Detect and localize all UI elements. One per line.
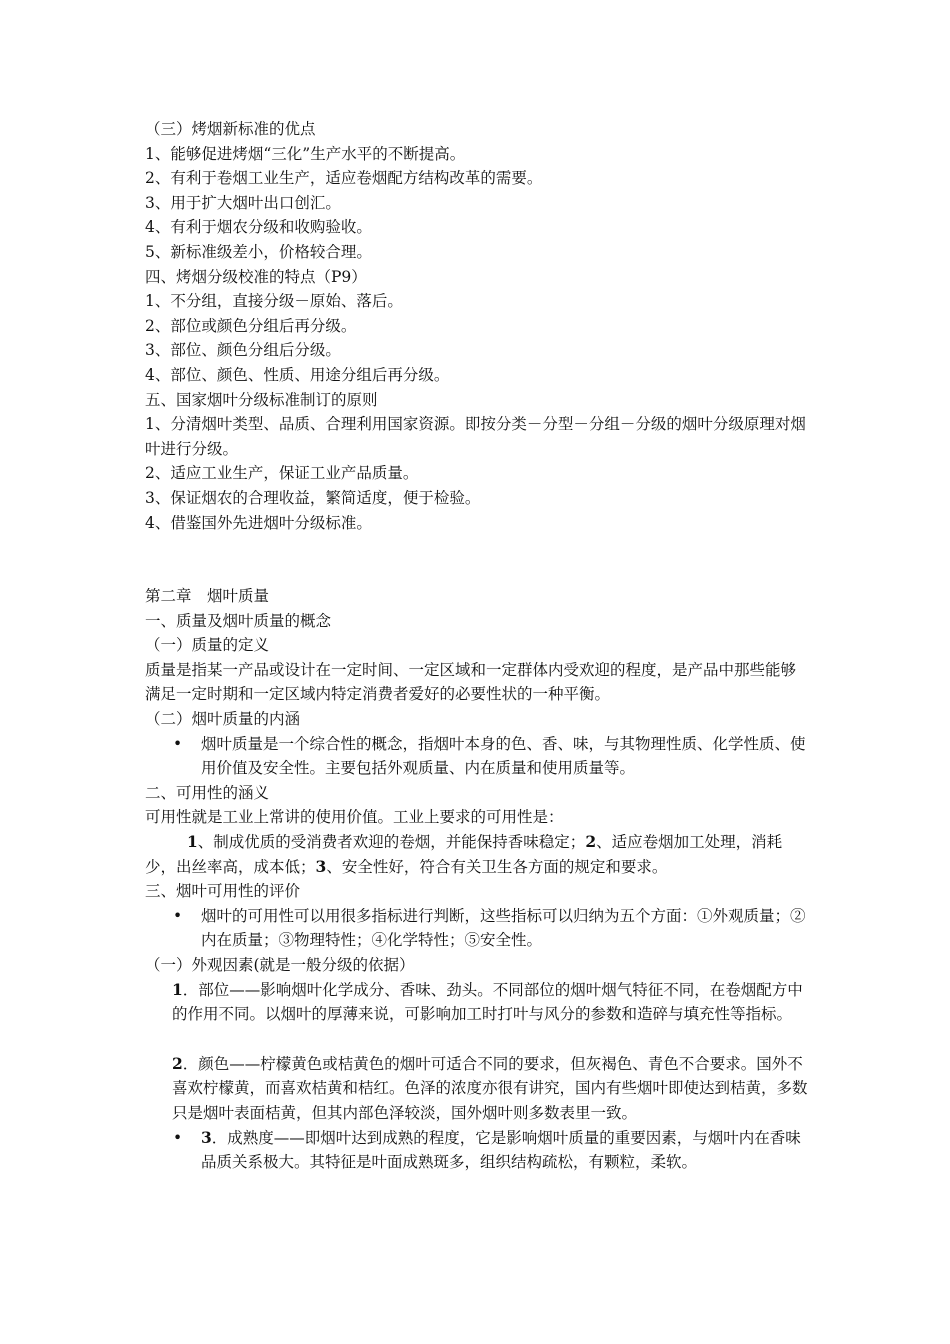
paragraph-text: 、制成优质的受消费者欢迎的卷烟，并能保持香味稳定； <box>197 833 586 852</box>
section-heading: 五、国家烟叶分级标准制订的原则 <box>145 390 378 409</box>
list-item: 4、部位、颜色、性质、用途分组后再分级。 <box>145 365 450 384</box>
factor-item <box>145 978 810 1027</box>
number-label: 3 <box>201 1127 212 1147</box>
section-heading: （三）烤烟新标准的优点 <box>145 120 316 138</box>
subsection-heading: （一）外观因素(就是一般分级的依据） <box>145 956 415 974</box>
factor-text: ．颜色——柠檬黄色或桔黄色的烟叶可适合不同的要求，但灰褐色、青色不合要求。国外不喜欢柠檬黄，而喜欢桔黄和桔红。色泽的浓度亦很有讲究，国内有些烟叶即使达到桔黄，多数只是烟叶表面桔黄，但其内部色泽较淡，国外烟叶则多数表里一致。 <box>172 1054 808 1122</box>
paragraph-requirements <box>145 830 810 879</box>
number-label: 1 <box>187 832 198 852</box>
document-body <box>145 117 810 1175</box>
factor-text: ．部位——影响烟叶化学成分、香味、劲头。不同部位的烟叶烟气特征不同，在卷烟配方中的作用不同。以烟叶的厚薄来说，可影响加工时打叶与风分的参数和造碎与填充性等指标。 <box>172 980 803 1024</box>
list-item: 3、用于扩大烟叶出口创汇。 <box>145 193 341 212</box>
number-label: 2 <box>172 1053 183 1073</box>
list-item: 4、借鉴国外先进烟叶分级标准。 <box>145 513 372 532</box>
list-item: 2、有利于卷烟工业生产，适应卷烟配方结构改革的需要。 <box>145 169 543 188</box>
number-label: 3 <box>315 856 327 876</box>
bullet-text: • 烟叶的可用性可以用很多指标进行判断，这些指标可以归纳为五个方面：①外观质量；②内在质量；③物理特性；④化学特性；⑤安全性。 <box>201 906 806 950</box>
paragraph: 可用性就是工业上常讲的使用价值。工业上要求的可用性是： <box>145 808 564 827</box>
subsection-heading: （二）烟叶质量的内涵 <box>145 710 301 729</box>
bullet-item <box>171 1126 810 1175</box>
section-heading: 一、质量及烟叶质量的概念 <box>145 611 332 630</box>
list-item: 2、适应工业生产，保证工业产品质量。 <box>145 464 419 483</box>
spacer <box>145 1027 810 1052</box>
number-label: 1 <box>172 979 183 999</box>
paragraph-text: 、适应卷烟加工处理，消耗少，出丝率高，成本低； <box>145 833 783 876</box>
bullet-item <box>171 904 810 953</box>
list-item: 2、部位或颜色分组后再分级。 <box>145 316 357 335</box>
paragraph: 质量是指某一产品或设计在一定时间、一定区域和一定群体内受欢迎的程度，是产品中那些能够满足一定时期和一定区域内特定消费者爱好的必要性状的一种平衡。 <box>145 660 797 704</box>
list-item: 3、部位、颜色分组后分级。 <box>145 341 341 360</box>
section-heading: 二、可用性的涵义 <box>145 783 270 802</box>
paragraph-text: 、安全性好，符合有关卫生各方面的规定和要求。 <box>326 857 668 876</box>
bullet-item <box>171 732 810 781</box>
factor-item <box>145 1052 810 1126</box>
spacer <box>145 535 810 584</box>
list-item: 1、分清烟叶类型、品质、合理利用国家资源。即按分类－分型－分组－分级的烟叶分级原理对烟叶进行分级。 <box>145 415 806 458</box>
list-item: 1、不分组，直接分级－原始、落后。 <box>145 292 403 311</box>
list-item: 3、保证烟农的合理收益，繁简适度，便于检验。 <box>145 488 481 507</box>
chapter-heading: 第二章 烟叶质量 <box>145 587 270 606</box>
list-item: 1、能够促进烤烟“三化”生产水平的不断提高。 <box>145 144 466 163</box>
bullet-text <box>201 1126 810 1175</box>
bullet-text: • 烟叶质量是一个综合性的概念，指烟叶本身的色、香、味，与其物理性质、化学性质、使用价值及安全性。主要包括外观质量、内在质量和使用质量等。 <box>201 734 806 778</box>
subsection-heading: （一）质量的定义 <box>145 636 270 655</box>
factor-text: ．成熟度——即烟叶达到成熟的程度，它是影响烟叶质量的重要因素，与烟叶内在香味品质关系极大。其特征是叶面成熟斑多，组织结构疏松，有颗粒，柔软。 <box>201 1128 801 1172</box>
list-item: 5、新标准级差小，价格较合理。 <box>145 242 372 261</box>
section-heading: 四、烤烟分级校准的特点（P9） <box>145 267 367 286</box>
number-label: 2 <box>585 832 597 852</box>
section-heading: 三、烟叶可用性的评价 <box>145 882 301 901</box>
list-item: 4、有利于烟农分级和收购验收。 <box>145 218 372 237</box>
